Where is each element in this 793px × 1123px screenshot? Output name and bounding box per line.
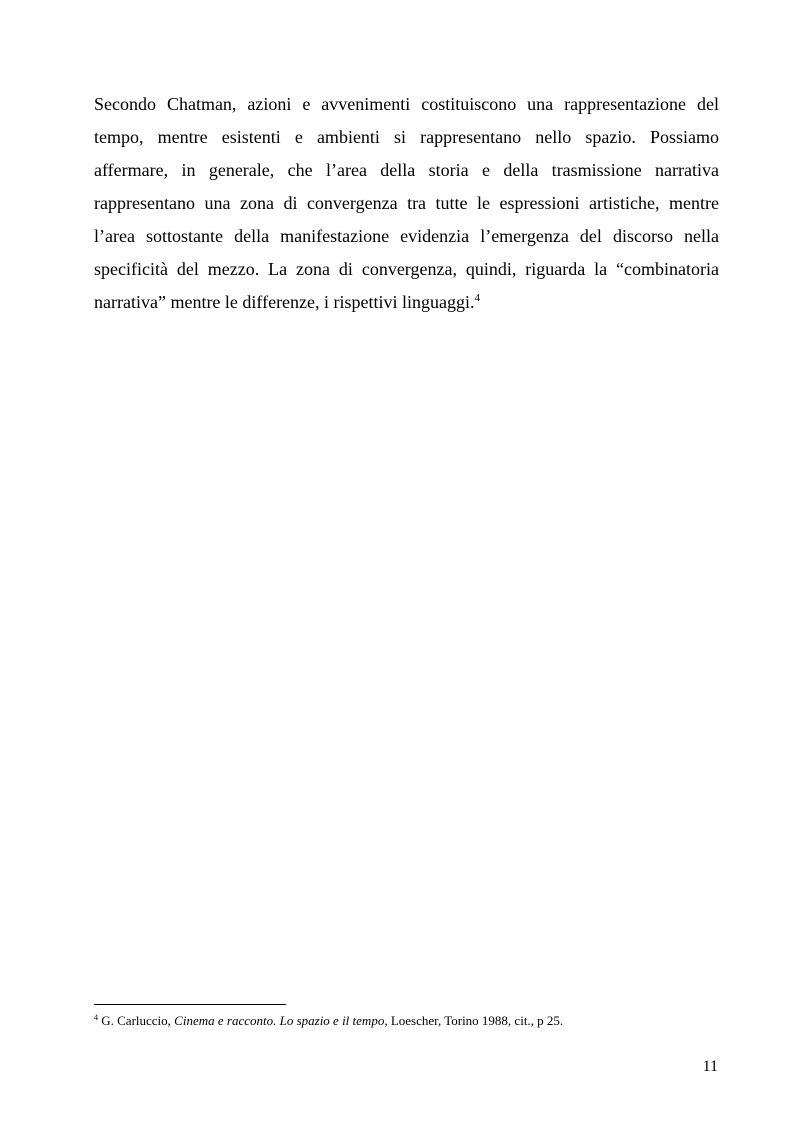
footnote-number: 4: [94, 1013, 98, 1022]
footnote-author: G. Carluccio,: [101, 1013, 175, 1028]
paragraph-line: rappresentano una zona di convergenza tra tutte le espressioni artistiche, mentre: [94, 193, 719, 213]
paragraph-last-line: [94, 286, 719, 319]
footnote-separator: [94, 1004, 286, 1005]
paragraph-line: affermare, in generale, che l’area della storia e della trasmissione narrativa: [94, 160, 719, 180]
footnote-reference[interactable]: 4: [474, 292, 481, 304]
paragraph-line: specificità del mezzo. La zona di convergenza, quindi, riguarda la “combinatoria: [94, 259, 719, 279]
paragraph-line-text: narrativa” mentre le differenze, i rispettivi linguaggi.: [94, 292, 475, 312]
footnote-details: , Loescher, Torino 1988, cit., p 25.: [384, 1013, 564, 1028]
footnote: [94, 1012, 719, 1030]
body-paragraph: [94, 88, 719, 319]
paragraph-line: Secondo Chatman, azioni e avvenimenti costituiscono una rappresentazione del: [94, 94, 719, 114]
footnote-title: Cinema e racconto. Lo spazio e il tempo: [174, 1013, 385, 1028]
paragraph-line: l’area sottostante della manifestazione evidenzia l’emergenza del discorso nella: [94, 226, 719, 246]
paragraph-line: tempo, mentre esistenti e ambienti si rappresentano nello spazio. Possiamo: [94, 127, 719, 147]
page-number: 11: [702, 1058, 718, 1075]
